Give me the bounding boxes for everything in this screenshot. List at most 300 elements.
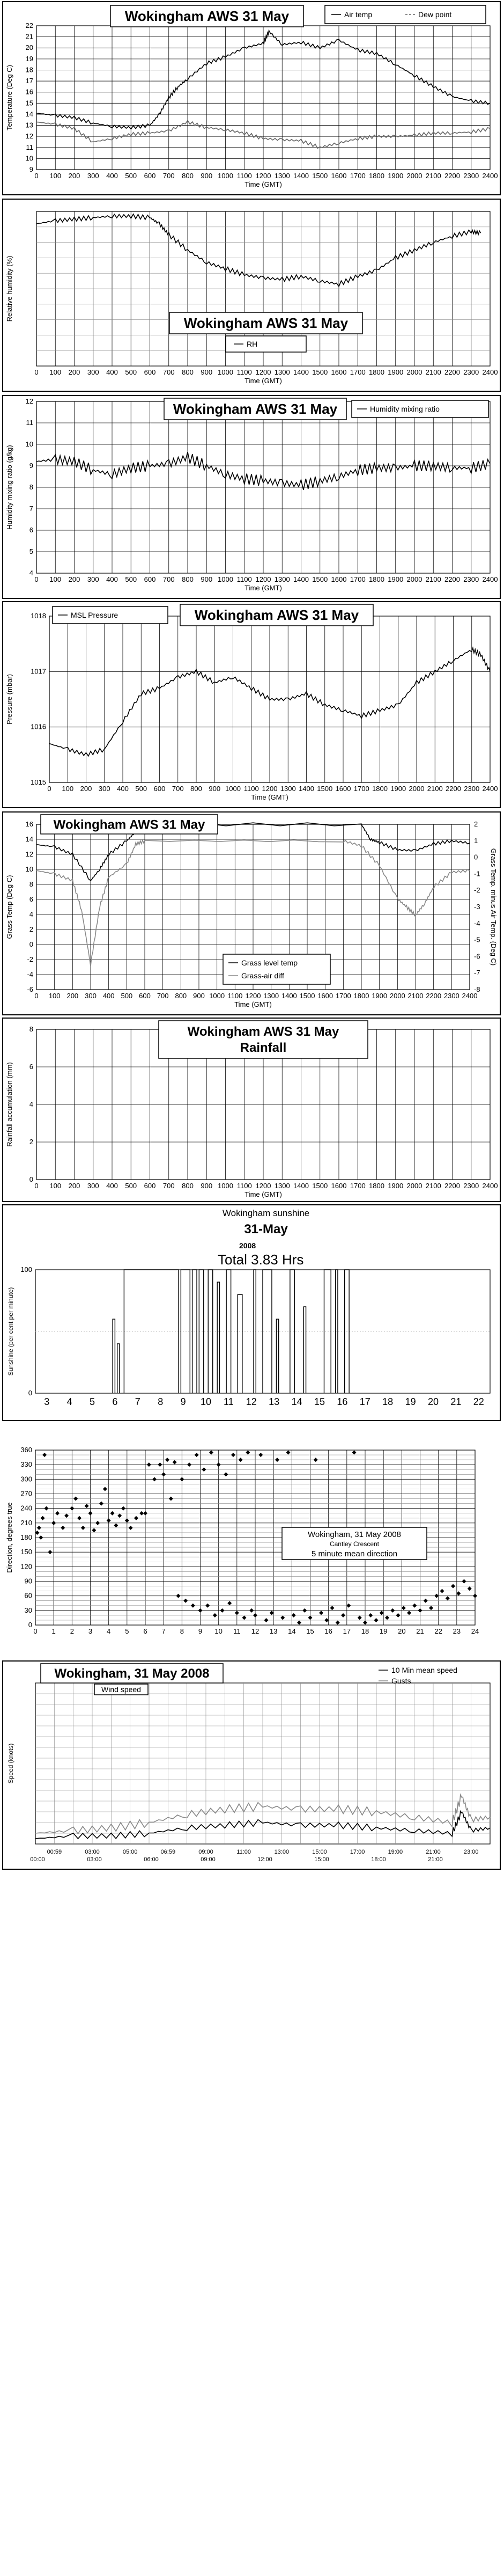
chart-title: Wokingham sunshine — [222, 1208, 310, 1218]
x-tick-label: 300 — [87, 1182, 99, 1190]
x-tick-label: 800 — [182, 368, 194, 376]
x-tick-label: 900 — [201, 575, 213, 583]
x-tick-label: 17 — [359, 1396, 370, 1407]
x-tick-label: 1000 — [218, 575, 233, 583]
y-tick-label: 8 — [29, 880, 33, 888]
x-tick-label: 400 — [106, 575, 118, 583]
x-tick-label: 600 — [144, 575, 156, 583]
y-right-tick-label: -1 — [474, 869, 480, 878]
x-tick-label: 4 — [66, 1396, 72, 1407]
x-tick-label: 300 — [87, 172, 99, 180]
x-tick-label: 17 — [343, 1627, 351, 1635]
x-tick-label: 1900 — [388, 368, 404, 376]
x-tick-label: 2400 — [482, 368, 498, 376]
y-tick-label: 16 — [25, 820, 33, 828]
y-tick-label: 12 — [25, 850, 33, 858]
x-tick-label: 100 — [49, 1182, 62, 1190]
y-tick-label: 20 — [25, 43, 33, 52]
x-tick-label: 0 — [47, 785, 51, 793]
x-tick-label: 1 — [51, 1627, 56, 1635]
legend-label: 5 minute mean direction — [311, 1549, 398, 1558]
x-tick-label: 0 — [34, 1182, 39, 1190]
x-tick-label: 2000 — [406, 1182, 423, 1190]
x-tick-label: 1900 — [390, 785, 406, 793]
x-tick-label: 16 — [324, 1627, 332, 1635]
chart-title: Wokingham AWS 31 May — [194, 607, 359, 624]
x-tick-label: 2200 — [444, 1182, 460, 1190]
x-tick-label: 600 — [153, 785, 166, 793]
x-tick-label: 800 — [190, 785, 202, 793]
x-tick-label: 1300 — [263, 992, 279, 1000]
y-tick-label: 210 — [20, 1518, 32, 1527]
x-tick-label: 100 — [49, 368, 62, 376]
x-tick-label: 1600 — [331, 575, 347, 583]
x-tick-label: 200 — [68, 368, 80, 376]
x-tick-label: 18 — [382, 1396, 394, 1407]
x-tick-label-secondary: 18:00 — [371, 1856, 386, 1863]
x-tick-label: 1300 — [280, 785, 296, 793]
x-tick-label: 2000 — [406, 575, 423, 583]
x-tick-label: 200 — [68, 172, 80, 180]
x-tick-label: 17:00 — [350, 1849, 365, 1855]
x-tick-label: 21 — [416, 1627, 424, 1635]
x-tick-label: 5 — [125, 1627, 129, 1635]
x-tick-label: 09:00 — [198, 1849, 213, 1855]
x-tick-label: 15 — [314, 1396, 325, 1407]
y-tick-label: 2 — [29, 925, 33, 933]
chart-title: Wokingham AWS 31 May — [124, 8, 290, 25]
legend-label: Dew point — [418, 10, 452, 19]
x-tick-label: 1200 — [245, 992, 261, 1000]
y-tick-label: 7 — [29, 504, 33, 513]
x-tick-label: 1400 — [299, 785, 314, 793]
y-right-tick-label: -3 — [474, 903, 480, 911]
wind-speed-chart-panel — [2, 1660, 501, 1870]
y-tick-label: 10 — [25, 440, 33, 448]
x-tick-label: 2400 — [482, 575, 498, 583]
x-tick-label: 500 — [125, 172, 137, 180]
temperature-chart — [3, 2, 500, 194]
x-axis-label: Time (GMT) — [251, 793, 288, 801]
y-tick-label: 330 — [20, 1460, 32, 1469]
y-axis-label: Sunshine (per cent per minute) — [7, 1287, 14, 1376]
x-tick-label: 100 — [48, 992, 61, 1000]
x-tick-label: 2000 — [389, 992, 405, 1000]
y-tick-label: 2 — [29, 1138, 33, 1146]
x-tick-label: 300 — [98, 785, 110, 793]
chart-title: Wokingham AWS 31 May — [183, 315, 349, 332]
y-tick-label: 30 — [24, 1606, 32, 1614]
x-tick-label: 1300 — [274, 575, 290, 583]
x-tick-label: 2200 — [444, 172, 460, 180]
y-tick-label: 22 — [25, 21, 33, 30]
chart-subtitle: Rainfall — [240, 1041, 287, 1055]
legend-label: Grass level temp — [241, 958, 298, 967]
x-tick-label: 2300 — [463, 575, 479, 583]
x-tick-label: 15 — [306, 1627, 314, 1635]
y-tick-label: 4 — [29, 910, 33, 918]
legend-label: MSL Pressure — [71, 611, 118, 619]
x-tick-label: 13 — [269, 1396, 280, 1407]
x-tick-label: 1600 — [317, 992, 333, 1000]
rainfall-chart-panel — [2, 1018, 501, 1202]
x-tick-label: 2200 — [444, 575, 460, 583]
y-axis-label: Humidity mixing ratio (g/kg) — [5, 445, 13, 530]
y-tick-label: -6 — [27, 985, 33, 993]
x-tick-label: 1600 — [335, 785, 351, 793]
y-tick-label: 90 — [24, 1577, 32, 1585]
y-tick-label: 11 — [26, 143, 33, 151]
y-tick-label: 120 — [20, 1562, 32, 1571]
x-tick-label: 1200 — [255, 1182, 271, 1190]
y-tick-label: 18 — [25, 65, 33, 74]
y-tick-label: 0 — [28, 1389, 32, 1397]
x-tick-label: 1400 — [293, 368, 309, 376]
x-tick-label: 20 — [398, 1627, 406, 1635]
x-tick-label: 1300 — [274, 368, 290, 376]
chart-title: Wokingham, 31 May 2008 — [54, 1666, 210, 1681]
x-tick-label: 400 — [117, 785, 129, 793]
x-tick-label: 03:00 — [85, 1849, 100, 1855]
x-tick-label: 8 — [180, 1627, 184, 1635]
y-tick-label: 270 — [20, 1489, 32, 1498]
x-tick-label: 05:00 — [122, 1849, 138, 1855]
y-tick-label: 100 — [20, 1265, 32, 1274]
x-tick-label: 700 — [162, 1182, 175, 1190]
x-tick-label: 0 — [34, 172, 39, 180]
x-tick-label: 400 — [106, 1182, 118, 1190]
x-tick-label: 00:59 — [47, 1849, 62, 1855]
x-tick-label: 1000 — [225, 785, 241, 793]
x-tick-label: 800 — [182, 575, 194, 583]
y-tick-label: 16 — [25, 87, 33, 96]
x-tick-label: 500 — [135, 785, 147, 793]
x-tick-label: 900 — [209, 785, 221, 793]
x-tick-label: 600 — [144, 1182, 156, 1190]
grass-temp-chart — [3, 813, 500, 1014]
x-tick-label: 1600 — [331, 1182, 347, 1190]
x-axis-label: Time (GMT) — [244, 377, 282, 385]
x-tick-label: 500 — [125, 575, 137, 583]
x-tick-label: 200 — [66, 992, 79, 1000]
x-tick-label: 2400 — [482, 785, 498, 793]
y-tick-label: 14 — [25, 109, 33, 118]
y-tick-label: 10 — [25, 865, 33, 873]
x-tick-label: 400 — [106, 368, 118, 376]
mixing-ratio-chart-panel — [2, 395, 501, 599]
x-tick-label: 700 — [157, 992, 169, 1000]
x-tick-label: 1800 — [372, 785, 388, 793]
y-tick-label: 19 — [25, 54, 33, 63]
x-tick-label: 1300 — [274, 1182, 290, 1190]
x-tick-label: 700 — [162, 368, 175, 376]
x-tick-label: 16 — [337, 1396, 348, 1407]
y-tick-label: 5 — [29, 547, 33, 555]
y-axis-label: Temperature (Deg C) — [5, 64, 13, 131]
y-axis-label: Grass Temp (Deg C) — [5, 875, 13, 939]
x-tick-label: 2300 — [463, 368, 479, 376]
y-right-tick-label: 1 — [474, 836, 478, 845]
x-tick-label-secondary: 15:00 — [314, 1856, 329, 1863]
rainfall-chart — [3, 1019, 500, 1201]
y-tick-label: 8 — [29, 483, 33, 491]
x-tick-label: 12 — [251, 1627, 260, 1635]
x-tick-label: 1800 — [369, 172, 384, 180]
wind-direction-chart-panel — [2, 1441, 501, 1658]
x-tick-label: 200 — [80, 785, 92, 793]
x-tick-label: 1200 — [255, 172, 271, 180]
x-tick-label: 2 — [70, 1627, 74, 1635]
x-tick-label-secondary: 12:00 — [257, 1856, 272, 1863]
x-tick-label: 600 — [144, 172, 156, 180]
y-tick-label: -4 — [27, 970, 33, 978]
x-tick-label: 18 — [361, 1627, 369, 1635]
x-tick-label: 20 — [427, 1396, 439, 1407]
x-tick-label: 11:00 — [236, 1849, 251, 1855]
x-tick-label: 300 — [85, 992, 97, 1000]
x-tick-label: 1100 — [236, 368, 252, 376]
y-tick-label: 180 — [20, 1533, 32, 1541]
x-tick-label: 1100 — [227, 992, 243, 1000]
x-tick-label: 600 — [144, 368, 156, 376]
x-tick-label: 13 — [269, 1627, 278, 1635]
y-right-tick-label: -8 — [474, 985, 480, 993]
x-tick-label: 1200 — [255, 368, 271, 376]
x-tick-label: 2100 — [425, 575, 441, 583]
x-tick-label: 4 — [107, 1627, 111, 1635]
x-tick-label: 0 — [34, 575, 39, 583]
x-tick-label: 2100 — [407, 992, 424, 1000]
y-tick-label: 9 — [29, 165, 33, 173]
y-tick-label: 14 — [25, 835, 33, 843]
y-tick-label: 12 — [25, 397, 33, 405]
x-tick-label: 2000 — [409, 785, 425, 793]
x-tick-label: 7 — [161, 1627, 166, 1635]
x-tick-label: 1800 — [353, 992, 369, 1000]
x-tick-label: 1000 — [209, 992, 225, 1000]
y-right-tick-label: -6 — [474, 952, 480, 961]
x-tick-label: 1500 — [317, 785, 333, 793]
y-tick-label: 9 — [29, 462, 33, 470]
x-tick-label: 400 — [102, 992, 115, 1000]
x-tick-label: 1400 — [281, 992, 297, 1000]
x-tick-label-secondary: 00:00 — [30, 1856, 45, 1863]
pressure-chart — [3, 602, 500, 807]
y-tick-label: 0 — [29, 940, 33, 948]
x-tick-label: 1200 — [262, 785, 278, 793]
sunshine-chart-panel — [2, 1204, 501, 1421]
x-tick-label: 15:00 — [312, 1849, 327, 1855]
x-tick-label: 11 — [224, 1396, 234, 1407]
chart-title: Wokingham AWS 31 May — [187, 1024, 339, 1039]
x-tick-label: 700 — [172, 785, 184, 793]
humidity-chart — [3, 200, 500, 391]
x-axis-label: Time (GMT) — [244, 584, 282, 592]
y-tick-label: 60 — [24, 1591, 32, 1600]
x-tick-label: 0 — [34, 368, 39, 376]
x-tick-label: 2200 — [446, 785, 461, 793]
x-tick-label: 2200 — [426, 992, 442, 1000]
x-tick-label: 500 — [125, 368, 137, 376]
x-tick-label: 7 — [135, 1396, 140, 1407]
x-tick-label: 9 — [180, 1396, 186, 1407]
legend-label: 10 Min mean speed — [391, 1666, 457, 1674]
y-tick-label: 1017 — [31, 667, 46, 676]
x-tick-label: 2400 — [482, 172, 498, 180]
x-tick-label: 1400 — [293, 172, 309, 180]
x-tick-label: 14 — [291, 1396, 302, 1407]
x-tick-label: 2100 — [427, 785, 443, 793]
x-tick-label: 400 — [106, 172, 118, 180]
x-tick-label: 24 — [471, 1627, 479, 1635]
x-tick-label: 1900 — [388, 575, 404, 583]
x-tick-label: 5 — [89, 1396, 95, 1407]
grass-temp-chart-panel — [2, 811, 501, 1015]
y-axis-label: Speed (knots) — [7, 1743, 14, 1784]
x-tick-label: 1400 — [293, 1182, 309, 1190]
x-tick-label: 0 — [34, 992, 39, 1000]
x-tick-label: 900 — [201, 172, 213, 180]
y-tick-label: 4 — [29, 1100, 33, 1108]
x-tick-label-secondary: 03:00 — [87, 1856, 102, 1863]
year-label: 2008 — [239, 1241, 256, 1250]
x-tick-label: 1500 — [312, 172, 328, 180]
humidity-chart-panel — [2, 199, 501, 392]
x-tick-label: 21:00 — [426, 1849, 441, 1855]
y-tick-label: 360 — [20, 1446, 32, 1454]
x-tick-label: 1700 — [335, 992, 351, 1000]
x-tick-label: 600 — [139, 992, 151, 1000]
x-tick-label: 500 — [121, 992, 133, 1000]
x-tick-label: 1000 — [218, 1182, 233, 1190]
x-tick-label: 22 — [434, 1627, 442, 1635]
y-tick-label: 17 — [25, 77, 33, 85]
y-tick-label: 6 — [29, 526, 33, 534]
chart-title: Wokingham, 31 May 2008 — [308, 1530, 401, 1539]
legend-label: Humidity mixing ratio — [370, 405, 440, 413]
x-axis-label: Time (GMT) — [244, 1190, 282, 1198]
mixing-ratio-chart — [3, 396, 500, 598]
x-tick-label: 800 — [182, 172, 194, 180]
x-tick-label: 900 — [193, 992, 205, 1000]
x-tick-label: 2300 — [464, 785, 480, 793]
x-axis-label: Time (GMT) — [244, 180, 282, 188]
x-tick-label: 2300 — [443, 992, 459, 1000]
x-tick-label: 6 — [112, 1396, 118, 1407]
x-tick-label: 6 — [143, 1627, 147, 1635]
chart-title: Wokingham AWS 31 May — [53, 817, 205, 832]
x-tick-label: 1000 — [218, 368, 233, 376]
x-tick-label: 1200 — [255, 575, 271, 583]
y-tick-label: 8 — [29, 1025, 33, 1033]
y-tick-label: 150 — [20, 1548, 32, 1556]
x-tick-label: 19 — [379, 1627, 388, 1635]
x-tick-label: 300 — [87, 575, 99, 583]
x-tick-label: 1600 — [331, 368, 347, 376]
x-tick-label: 2000 — [406, 368, 423, 376]
chart-subtitle: Wind speed — [101, 1685, 141, 1694]
x-tick-label-secondary: 09:00 — [201, 1856, 216, 1863]
x-tick-label: 700 — [162, 575, 175, 583]
x-tick-label-secondary: 21:00 — [428, 1856, 443, 1863]
x-tick-label: 10 — [214, 1627, 223, 1635]
x-tick-label: 1500 — [299, 992, 315, 1000]
x-tick-label: 1500 — [312, 368, 328, 376]
total-label: Total 3.83 Hrs — [218, 1252, 304, 1268]
y-tick-label: 1015 — [31, 778, 46, 786]
x-tick-label: 100 — [49, 575, 62, 583]
x-tick-label: 10 — [200, 1396, 212, 1407]
x-tick-label: 1500 — [312, 1182, 328, 1190]
legend-label: Gusts — [391, 1677, 411, 1685]
y-axis-label: Direction, degrees true — [5, 1502, 13, 1573]
x-tick-label: 8 — [158, 1396, 164, 1407]
y-tick-label: 300 — [20, 1475, 32, 1483]
y-tick-label: 11 — [26, 419, 33, 427]
x-tick-label: 06:59 — [160, 1849, 176, 1855]
x-tick-label: 900 — [201, 368, 213, 376]
x-tick-label: 2100 — [425, 368, 441, 376]
x-tick-label: 2100 — [425, 172, 441, 180]
x-tick-label: 2300 — [463, 1182, 479, 1190]
y-right-tick-label: 2 — [474, 820, 478, 828]
y-right-tick-label: -2 — [474, 886, 480, 895]
x-tick-label: 19 — [405, 1396, 416, 1407]
y-tick-label: 6 — [29, 1063, 33, 1071]
y-tick-label: 0 — [29, 1175, 33, 1183]
legend-label: Grass-air diff — [241, 971, 284, 980]
x-tick-label: 19:00 — [388, 1849, 403, 1855]
x-tick-label: 1100 — [243, 785, 259, 793]
y-tick-label: 15 — [25, 99, 33, 107]
y-tick-label: 10 — [25, 154, 33, 163]
wind-speed-chart — [3, 1662, 500, 1869]
date-label: 31-May — [244, 1222, 288, 1236]
x-tick-label-secondary: 06:00 — [144, 1856, 159, 1863]
x-tick-label: 0 — [33, 1627, 38, 1635]
x-tick-label: 2400 — [462, 992, 478, 1000]
y-tick-label: 6 — [29, 895, 33, 903]
x-tick-label: 1800 — [369, 575, 384, 583]
x-tick-label: 1600 — [331, 172, 347, 180]
x-tick-label: 100 — [49, 172, 62, 180]
x-tick-label: 1100 — [236, 172, 252, 180]
y-tick-label: 4 — [29, 569, 33, 577]
x-tick-label: 2400 — [482, 1182, 498, 1190]
x-tick-label: 23:00 — [463, 1849, 479, 1855]
x-tick-label: 1800 — [369, 1182, 384, 1190]
x-tick-label: 22 — [473, 1396, 484, 1407]
x-tick-label: 1900 — [388, 172, 404, 180]
y-tick-label: -2 — [27, 955, 33, 963]
x-tick-label: 21 — [450, 1396, 462, 1407]
x-tick-label: 1700 — [350, 1182, 366, 1190]
x-tick-label: 1800 — [369, 368, 384, 376]
x-tick-label: 1500 — [312, 575, 328, 583]
x-tick-label: 200 — [68, 1182, 80, 1190]
x-tick-label: 23 — [453, 1627, 461, 1635]
x-tick-label: 13:00 — [274, 1849, 290, 1855]
x-tick-label: 800 — [175, 992, 187, 1000]
legend-label: RH — [247, 340, 258, 348]
x-tick-label: 500 — [125, 1182, 137, 1190]
temperature-chart-panel — [2, 1, 501, 195]
x-axis-label: Time (GMT) — [234, 1000, 272, 1008]
x-tick-label: 800 — [182, 1182, 194, 1190]
x-tick-label: 100 — [62, 785, 74, 793]
x-tick-label: 2000 — [406, 172, 423, 180]
chart-subtitle: Cantley Crescent — [329, 1540, 380, 1548]
